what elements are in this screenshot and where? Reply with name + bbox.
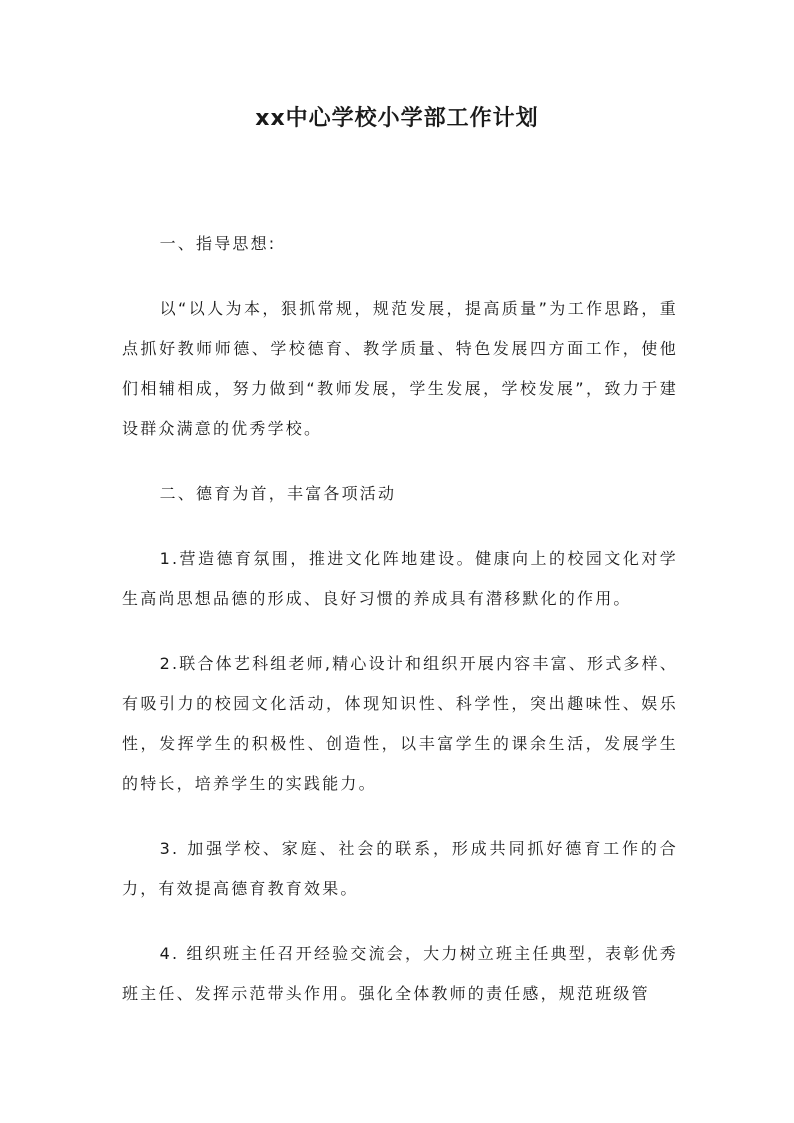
- section-heading-guiding-thought: 一、指导思想:: [159, 234, 277, 253]
- paragraph-item-4: 4. 组织班主任召开经验交流会，大力树立班主任典型，表彰优秀班主任、发挥示范带头作用。强化全体教师的责任感，规范班级管: [122, 944, 678, 1003]
- section-heading-moral-education: 二、德育为首，丰富各项活动: [159, 484, 397, 503]
- document-title: xx中心学校小学部工作计划: [255, 106, 539, 131]
- paragraph-guiding-thought: 以“以人为本，狠抓常规，规范发展，提高质量”为工作思路，重点抓好教师师德、学校德育、教学质量、特色发展四方面工作，使他们相辅相成，努力做到“教师发展，学生发展，学校发展”，致力于建设群众满意的优秀学校。: [122, 299, 678, 438]
- paragraph-item-1: 1.营造德育氛围，推进文化阵地建设。健康向上的校园文化对学生高尚思想品德的形成、良好习惯的养成具有潜移默化的作用。: [122, 549, 678, 608]
- document-body: [122, 224, 678, 1014]
- paragraph-item-2: 2.联合体艺科组老师,精心设计和组织开展内容丰富、形式多样、有吸引力的校园文化活动，体现知识性、科学性，突出趣味性、娱乐性，发挥学生的积极性、创造性，以丰富学生的课余生活，发展学生的特长，培养学生的实践能力。: [122, 654, 678, 793]
- paragraph-item-3: 3. 加强学校、家庭、社会的联系，形成共同抓好德育工作的合力，有效提高德育教育效果。: [122, 839, 678, 898]
